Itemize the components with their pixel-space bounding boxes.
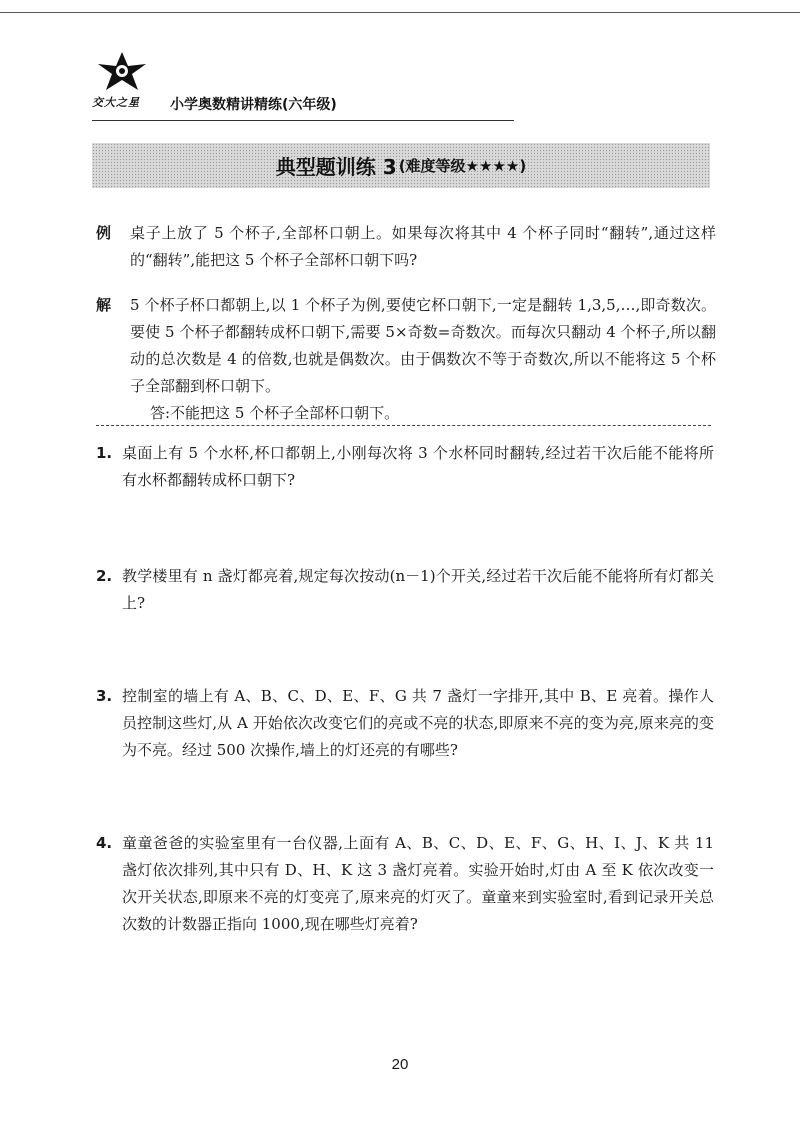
question-text: 童童爸爸的实验室里有一台仪器,上面有 A、B、C、D、E、F、G、H、I、J、K 共 11 盏灯依次排列,其中只有 D、H、K 这 3 盏灯亮着。实验开始时,灯由 A 至 K 依次改变一次开关状态,即原来不亮的灯变亮了,原来亮的灯灭了。童童来到实验室时,看到记录开关总次数的计数器正指向 1000,现在哪些灯亮着?	[122, 834, 714, 933]
example-text: 桌子上放了 5 个杯子,全部杯口朝上。如果每次将其中 4 个杯子同时“翻转”,通过这样的“翻转”,能把这 5 个杯子全部杯口朝下吗?	[130, 224, 716, 269]
header-rule	[92, 120, 514, 121]
top-border-line	[0, 12, 800, 13]
question-item	[96, 830, 714, 938]
difficulty-level: (难度等级★★★★)	[398, 157, 527, 175]
example-block	[96, 220, 716, 274]
dashed-divider	[96, 425, 711, 426]
solution-answer: 答:不能把这 5 个杯子全部杯口朝下。	[150, 404, 400, 422]
question-number: 3.	[96, 687, 113, 705]
solution-text: 5 个杯子杯口都朝上,以 1 个杯子为例,要使它杯口朝下,一定是翻转 1,3,5,…,即奇数次。要使 5 个杯子都翻转成杯口朝下,需要 5×奇数=奇数次。而每次只翻动 4 个杯子,所以翻动的总次数是 4 的倍数,也就是偶数次。由于偶数次不等于奇数次,所以不能将这 5 个杯子全部翻到杯口朝下。	[130, 296, 716, 395]
question-number: 4.	[96, 834, 113, 852]
logo-text: 交大之星	[92, 96, 140, 109]
book-title: 小学奥数精讲精练(六年级)	[170, 97, 337, 113]
example-label: 例	[96, 224, 112, 242]
page-number: 20	[391, 1056, 409, 1073]
page-header	[92, 50, 512, 120]
question-item	[96, 440, 714, 494]
section-title: 典型题训练 3	[275, 155, 397, 179]
question-number: 2.	[96, 567, 113, 585]
question-text: 控制室的墙上有 A、B、C、D、E、F、G 共 7 盏灯一字排开,其中 B、E 亮着。操作人员控制这些灯,从 A 开始依次改变它们的亮或不亮的状态,即原来不亮的变为亮,原来亮的变为不亮。经过 500 次操作,墙上的灯还亮的有哪些?	[122, 687, 714, 759]
solution-label: 解	[96, 296, 112, 314]
question-item	[96, 563, 714, 617]
section-banner	[92, 143, 710, 188]
question-text: 教学楼里有 n 盏灯都亮着,规定每次按动(n－1)个开关,经过若干次后能不能将所有灯都关上?	[122, 567, 714, 612]
solution-block	[96, 292, 716, 427]
question-item	[96, 683, 714, 764]
question-number: 1.	[96, 444, 113, 462]
question-text: 桌面上有 5 个水杯,杯口都朝上,小刚每次将 3 个水杯同时翻转,经过若干次后能不能将所有水杯都翻转成杯口朝下?	[122, 444, 714, 489]
